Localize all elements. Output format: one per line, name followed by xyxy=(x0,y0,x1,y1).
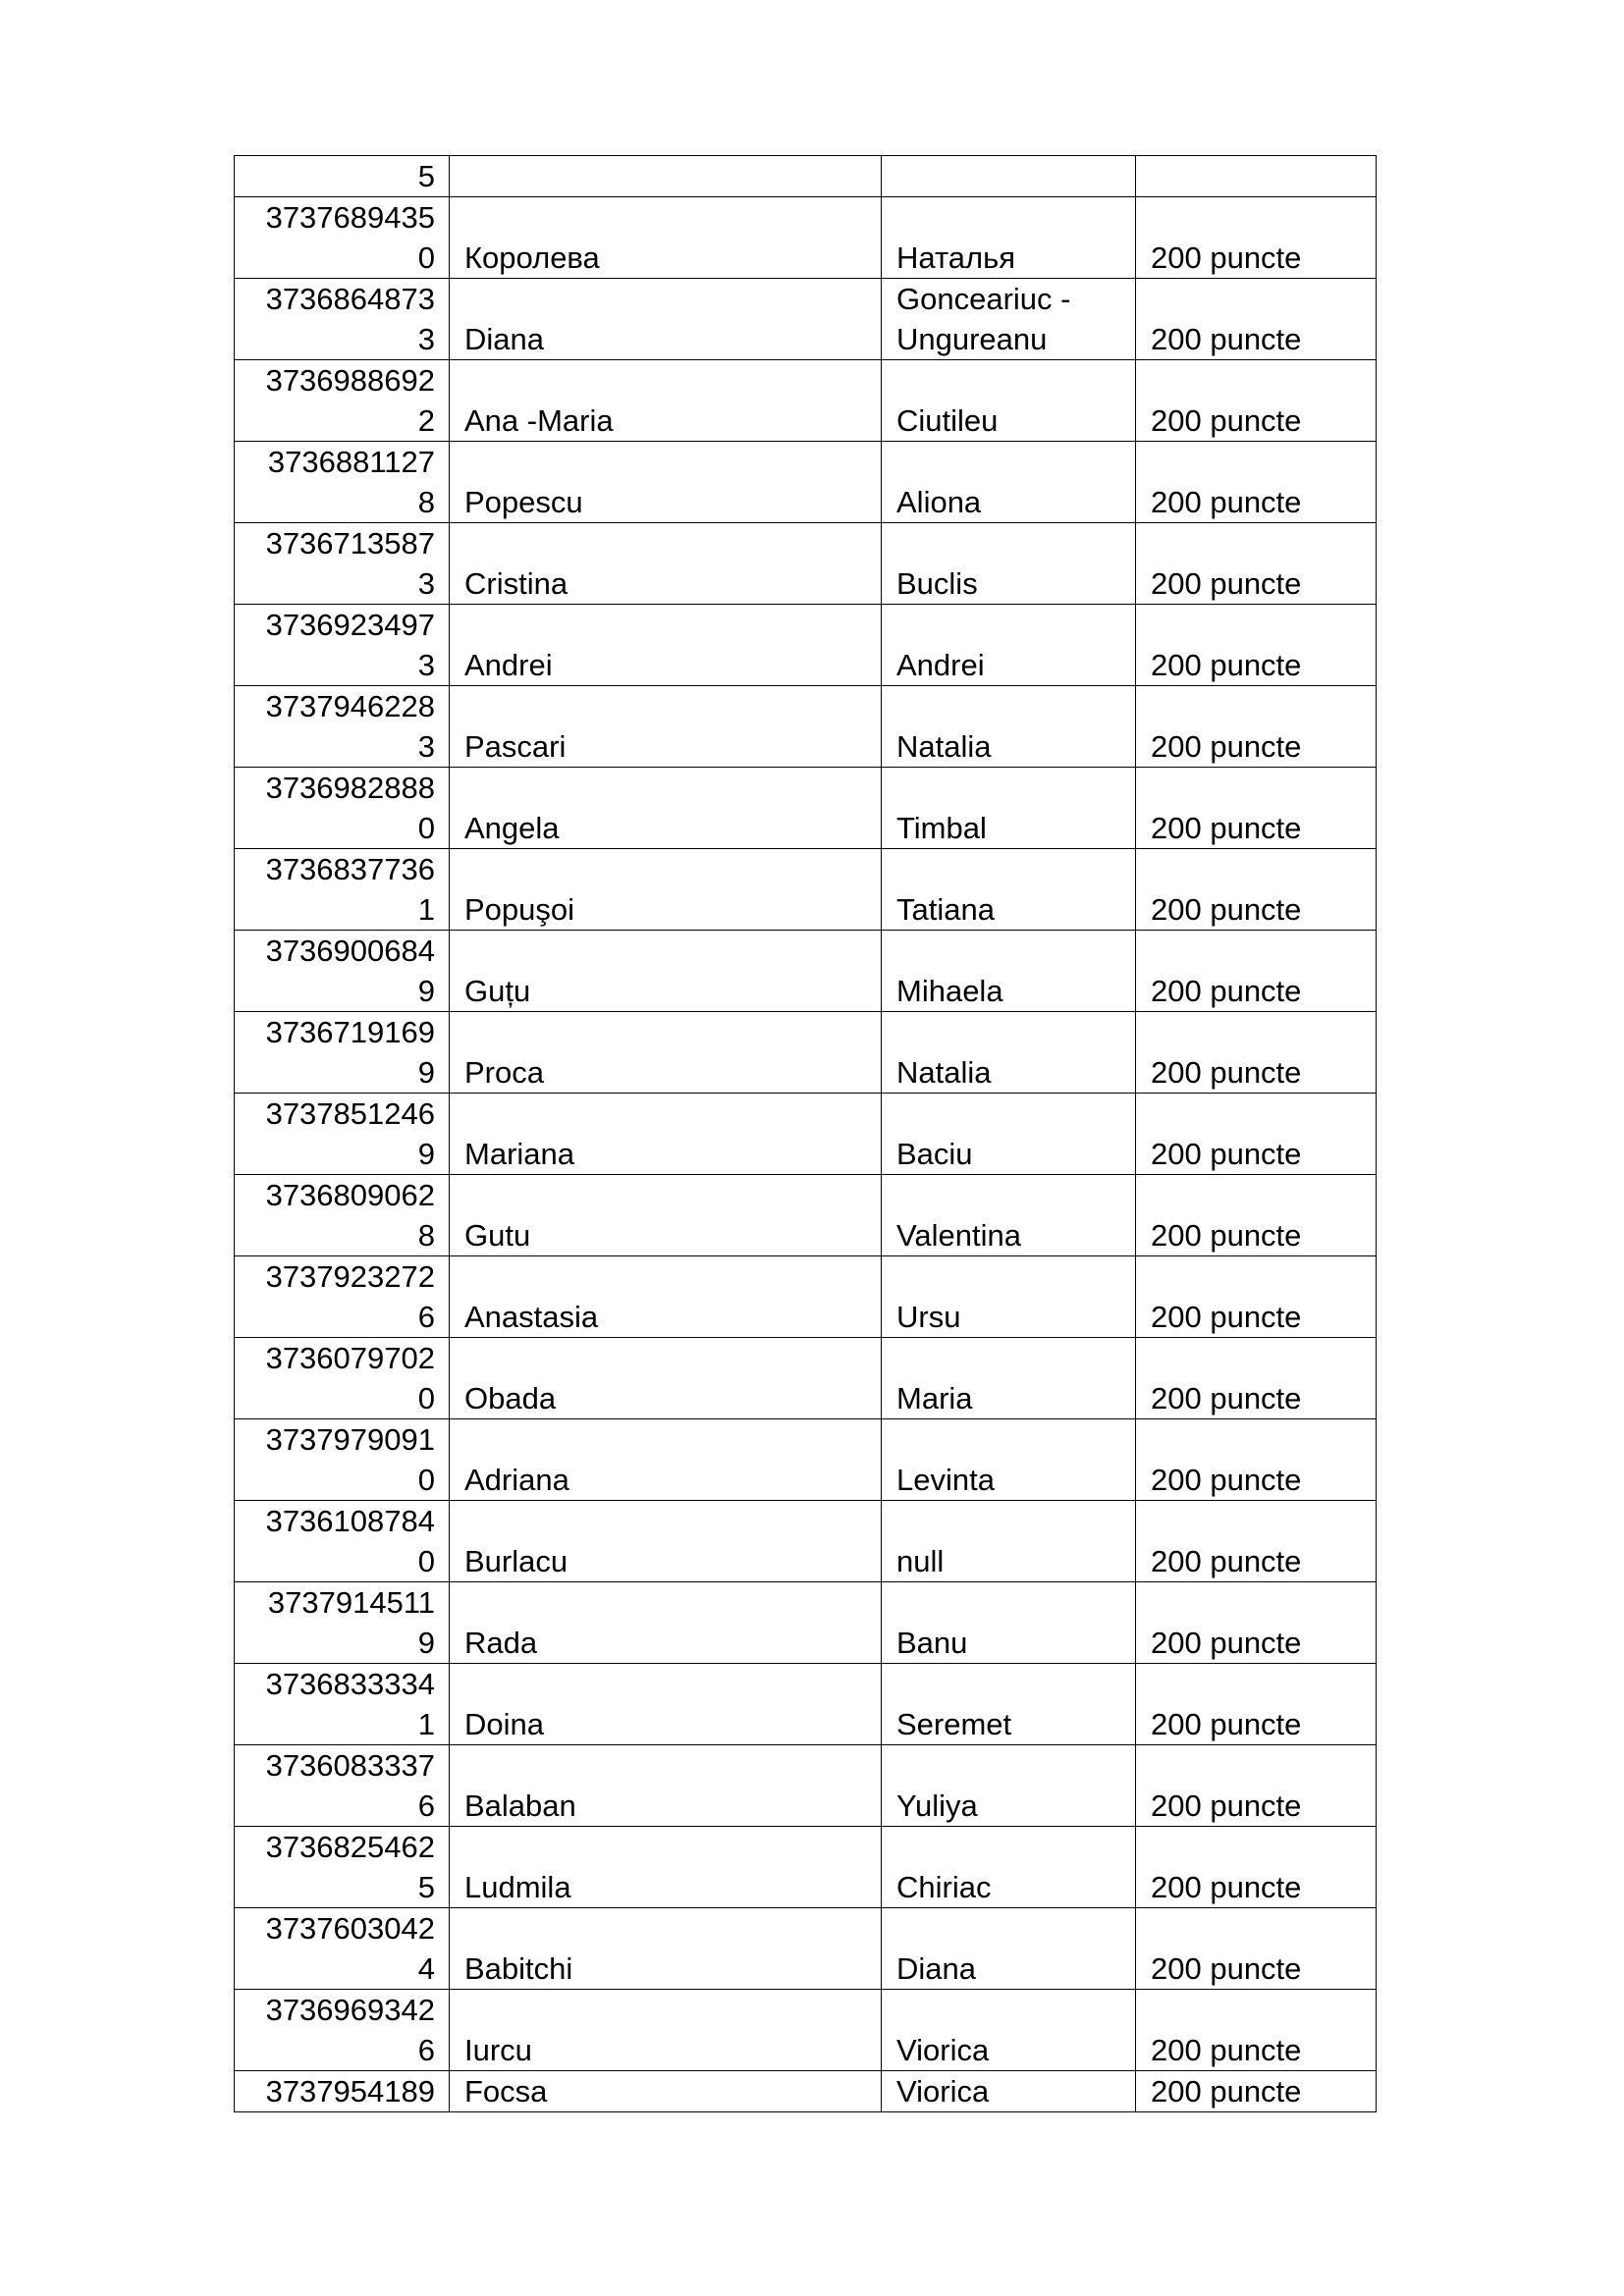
cell-name: Babitchi xyxy=(450,1908,882,1990)
cell-surname: Seremet xyxy=(882,1664,1136,1745)
cell-phone-id: 3736719169 9 xyxy=(235,1012,450,1094)
cell-phone-id: 3737851246 9 xyxy=(235,1094,450,1175)
cell-name: Proca xyxy=(450,1012,882,1094)
cell-phone-id: 3736833334 1 xyxy=(235,1664,450,1745)
cell-name: Popescu xyxy=(450,442,882,523)
cell-phone-id: 3736864873 3 xyxy=(235,279,450,360)
cell-phone-id: 3736108784 0 xyxy=(235,1501,450,1582)
table-row xyxy=(235,1664,1377,1745)
cell-name: Andrei xyxy=(450,605,882,686)
table-row xyxy=(235,1094,1377,1175)
cell-points: 200 puncte xyxy=(1136,1664,1377,1745)
cell-surname: Ciutileu xyxy=(882,360,1136,442)
table-row xyxy=(235,1501,1377,1582)
cell-points: 200 puncte xyxy=(1136,279,1377,360)
cell-points: 200 puncte xyxy=(1136,1419,1377,1501)
cell-points: 200 puncte xyxy=(1136,1256,1377,1338)
cell-name: Adriana xyxy=(450,1419,882,1501)
cell-name: Cristina xyxy=(450,523,882,605)
cell-surname: Наталья xyxy=(882,197,1136,279)
cell-name: Ludmila xyxy=(450,1827,882,1908)
table-row xyxy=(235,849,1377,931)
cell-surname xyxy=(882,156,1136,197)
table-row xyxy=(235,1012,1377,1094)
cell-surname: Viorica xyxy=(882,2071,1136,2112)
cell-points xyxy=(1136,156,1377,197)
cell-phone-id: 3736988692 2 xyxy=(235,360,450,442)
cell-name: Mariana xyxy=(450,1094,882,1175)
cell-name: Burlacu xyxy=(450,1501,882,1582)
cell-name: Guțu xyxy=(450,931,882,1012)
table-row xyxy=(235,686,1377,768)
results-table xyxy=(234,155,1377,2112)
cell-points: 200 puncte xyxy=(1136,931,1377,1012)
cell-surname: Baciu xyxy=(882,1094,1136,1175)
cell-surname: null xyxy=(882,1501,1136,1582)
cell-phone-id: 3736837736 1 xyxy=(235,849,450,931)
cell-name: Rada xyxy=(450,1582,882,1664)
cell-name: Королева xyxy=(450,197,882,279)
cell-name: Anastasia xyxy=(450,1256,882,1338)
cell-name: Balaban xyxy=(450,1745,882,1827)
cell-phone-id: 3736825462 5 xyxy=(235,1827,450,1908)
cell-phone-id: 3736982888 0 xyxy=(235,768,450,849)
cell-points: 200 puncte xyxy=(1136,197,1377,279)
cell-points: 200 puncte xyxy=(1136,849,1377,931)
cell-points: 200 puncte xyxy=(1136,1338,1377,1419)
cell-name: Doina xyxy=(450,1664,882,1745)
table-row xyxy=(235,2071,1377,2112)
cell-points: 200 puncte xyxy=(1136,1094,1377,1175)
cell-points: 200 puncte xyxy=(1136,2071,1377,2112)
table-row xyxy=(235,442,1377,523)
cell-surname: Ursu xyxy=(882,1256,1136,1338)
cell-points: 200 puncte xyxy=(1136,1908,1377,1990)
table-row xyxy=(235,1256,1377,1338)
cell-phone-id: 3736713587 3 xyxy=(235,523,450,605)
table-row xyxy=(235,1745,1377,1827)
table-row xyxy=(235,156,1377,197)
cell-surname: Viorica xyxy=(882,1990,1136,2071)
cell-surname: Natalia xyxy=(882,1012,1136,1094)
table-row xyxy=(235,360,1377,442)
table-row xyxy=(235,1827,1377,1908)
cell-surname: Maria xyxy=(882,1338,1136,1419)
cell-points: 200 puncte xyxy=(1136,1012,1377,1094)
cell-surname: Tatiana xyxy=(882,849,1136,931)
cell-phone-id: 3736881127 8 xyxy=(235,442,450,523)
cell-phone-id: 3737923272 6 xyxy=(235,1256,450,1338)
cell-surname: Chiriac xyxy=(882,1827,1136,1908)
cell-phone-id: 3736079702 0 xyxy=(235,1338,450,1419)
cell-surname: Diana xyxy=(882,1908,1136,1990)
cell-points: 200 puncte xyxy=(1136,523,1377,605)
cell-surname: Mihaela xyxy=(882,931,1136,1012)
cell-points: 200 puncte xyxy=(1136,442,1377,523)
cell-phone-id: 3736083337 6 xyxy=(235,1745,450,1827)
table-row xyxy=(235,1175,1377,1256)
cell-name: Pascari xyxy=(450,686,882,768)
table-row xyxy=(235,1908,1377,1990)
cell-phone-id: 3737979091 0 xyxy=(235,1419,450,1501)
cell-name: Gutu xyxy=(450,1175,882,1256)
cell-phone-id: 3737603042 4 xyxy=(235,1908,450,1990)
table-row xyxy=(235,1990,1377,2071)
cell-points: 200 puncte xyxy=(1136,1990,1377,2071)
cell-phone-id: 3737914511 9 xyxy=(235,1582,450,1664)
table-row xyxy=(235,197,1377,279)
cell-surname: Natalia xyxy=(882,686,1136,768)
table-row xyxy=(235,523,1377,605)
cell-name: Angela xyxy=(450,768,882,849)
cell-name: Popuşoi xyxy=(450,849,882,931)
cell-surname: Yuliya xyxy=(882,1745,1136,1827)
cell-name: Iurcu xyxy=(450,1990,882,2071)
cell-surname: Andrei xyxy=(882,605,1136,686)
cell-surname: Timbal xyxy=(882,768,1136,849)
cell-name: Focsa xyxy=(450,2071,882,2112)
cell-points: 200 puncte xyxy=(1136,768,1377,849)
cell-phone-id: 3737689435 0 xyxy=(235,197,450,279)
cell-phone-id: 3736969342 6 xyxy=(235,1990,450,2071)
cell-surname: Levinta xyxy=(882,1419,1136,1501)
cell-name: Ana -Maria xyxy=(450,360,882,442)
cell-name: Diana xyxy=(450,279,882,360)
cell-phone-id: 3736809062 8 xyxy=(235,1175,450,1256)
cell-surname: Aliona xyxy=(882,442,1136,523)
table-row xyxy=(235,605,1377,686)
cell-phone-id: 3737954189 xyxy=(235,2071,450,2112)
table-row xyxy=(235,1419,1377,1501)
table-row xyxy=(235,1338,1377,1419)
cell-phone-id: 3737946228 3 xyxy=(235,686,450,768)
cell-phone-id: 5 xyxy=(235,156,450,197)
cell-surname: Banu xyxy=(882,1582,1136,1664)
results-table-body xyxy=(235,156,1377,2112)
cell-surname: Valentina xyxy=(882,1175,1136,1256)
cell-name xyxy=(450,156,882,197)
cell-surname: Buclis xyxy=(882,523,1136,605)
table-row xyxy=(235,768,1377,849)
cell-points: 200 puncte xyxy=(1136,1175,1377,1256)
cell-surname: Gonceariuc - Ungureanu xyxy=(882,279,1136,360)
table-row xyxy=(235,1582,1377,1664)
cell-points: 200 puncte xyxy=(1136,1582,1377,1664)
cell-points: 200 puncte xyxy=(1136,1745,1377,1827)
cell-phone-id: 3736900684 9 xyxy=(235,931,450,1012)
cell-points: 200 puncte xyxy=(1136,360,1377,442)
cell-points: 200 puncte xyxy=(1136,686,1377,768)
cell-points: 200 puncte xyxy=(1136,1827,1377,1908)
table-row xyxy=(235,931,1377,1012)
cell-phone-id: 3736923497 3 xyxy=(235,605,450,686)
cell-points: 200 puncte xyxy=(1136,605,1377,686)
cell-points: 200 puncte xyxy=(1136,1501,1377,1582)
table-row xyxy=(235,279,1377,360)
cell-name: Obada xyxy=(450,1338,882,1419)
